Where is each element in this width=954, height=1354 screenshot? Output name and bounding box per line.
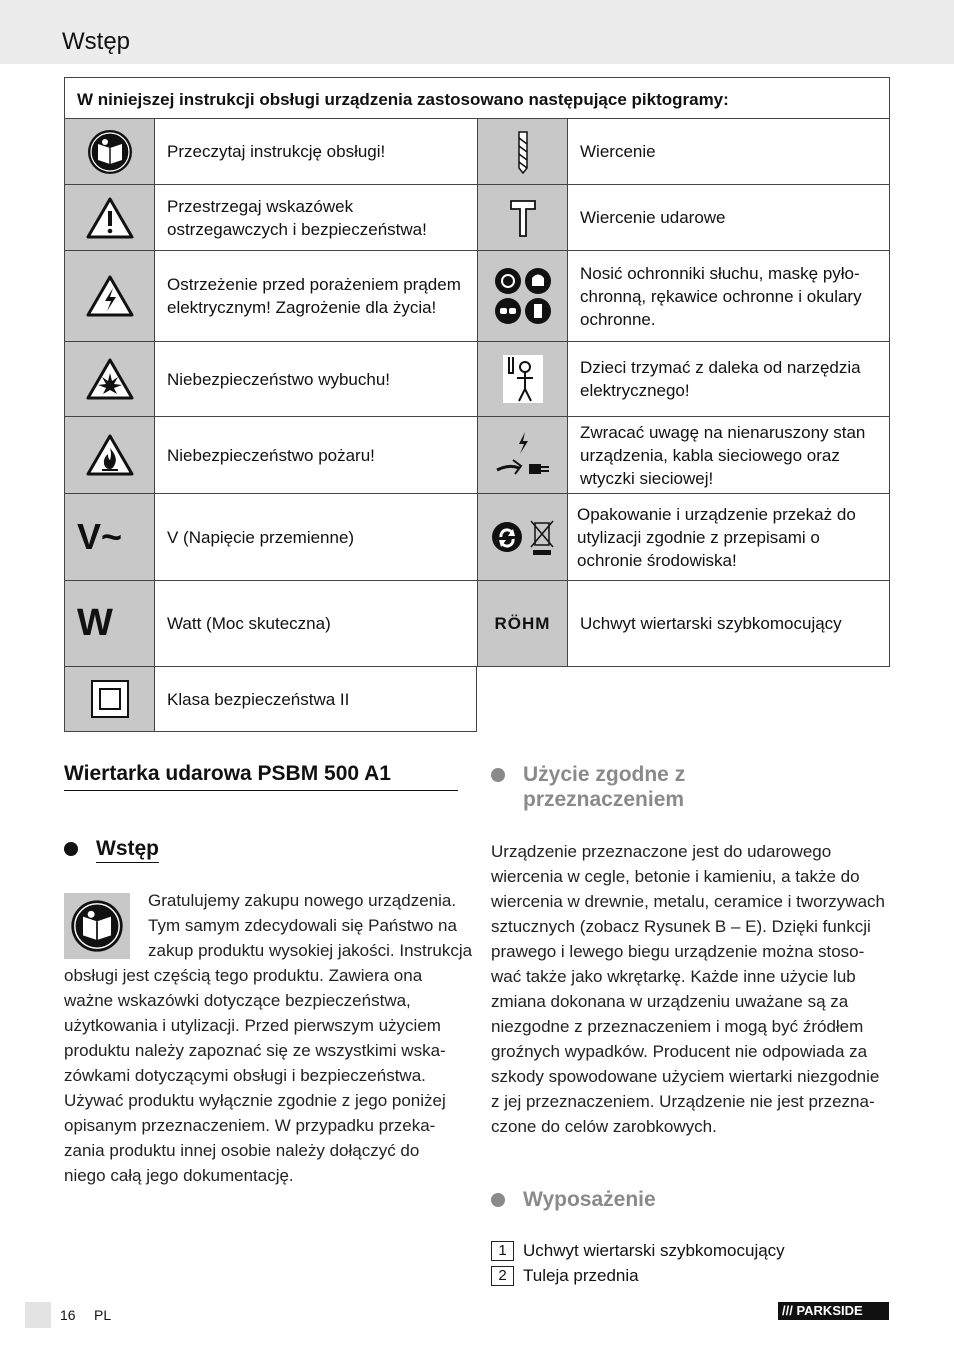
protection-class-ii-icon bbox=[64, 667, 154, 732]
bullet-icon bbox=[491, 1193, 505, 1207]
watt-symbol: W bbox=[77, 602, 113, 644]
intro-heading bbox=[96, 836, 159, 863]
manual-icon bbox=[64, 119, 154, 185]
pictogram-label: Niebezpieczeństwo pożaru! bbox=[154, 417, 477, 494]
intro-line: Używać produktu wyłącznie zgodnie z jego poniżej bbox=[64, 1091, 446, 1110]
intro-line: Tym samym zdecydowali się Państwo na bbox=[148, 916, 457, 935]
intended-use-line: czone do celów zarobkowych. bbox=[491, 1117, 717, 1136]
recycling-icon bbox=[477, 494, 567, 581]
pictogram-label: Przestrzegaj wskazówek ostrzegawczych i bezpieczeństwa! bbox=[154, 185, 477, 251]
pictogram-row bbox=[64, 251, 890, 342]
pictogram-label: Przeczytaj instrukcję obsługi! bbox=[154, 119, 477, 185]
page-title: Wstęp bbox=[62, 28, 131, 55]
intended-use-title-line: Użycie zgodne z bbox=[523, 763, 686, 786]
pictogram-label: Klasa bezpieczeństwa II bbox=[154, 667, 477, 732]
footer-page-marker bbox=[25, 1302, 51, 1328]
electric-shock-icon bbox=[64, 251, 154, 342]
intended-use-line: wiercenia w drewnie, metalu, ceramice i tworzywach bbox=[491, 892, 885, 911]
pictogram-label: Uchwyt wiertarski szybkomocujący bbox=[567, 581, 890, 667]
product-title: Wiertarka udarowa PSBM 500 A1 bbox=[64, 762, 458, 791]
intended-use-line: wiercenia w cegle, betonie i kamieniu, a także do bbox=[491, 867, 860, 886]
pictogram-row bbox=[64, 417, 890, 494]
hammer-icon bbox=[477, 185, 567, 251]
intended-use-line: zmiana dokonana w urządzeniu uważane są za bbox=[491, 992, 849, 1011]
intro-line: zakup produktu wysokiej jakości. Instrukcja bbox=[148, 941, 473, 960]
pictogram-row bbox=[64, 119, 890, 185]
intended-use-line: wać także jako wkrętarkę. Każde inne użycie lub bbox=[491, 967, 856, 986]
ppe-icon bbox=[477, 251, 567, 342]
watt-icon bbox=[64, 581, 154, 667]
pictogram-row bbox=[64, 494, 890, 581]
intended-use-line: groźnych wypadków. Producent nie odpowiada za bbox=[491, 1042, 868, 1061]
pictogram-label: Nosić ochronniki słuchu, maskę pyło-chronną, rękawice ochronne i okulary ochronne. bbox=[567, 251, 890, 342]
equipment-title: Wyposażenie bbox=[523, 1188, 656, 1211]
intro-line: niego całą jego dokumentację. bbox=[64, 1166, 294, 1185]
pictogram-table bbox=[64, 77, 890, 732]
pictogram-label: Watt (Moc skuteczna) bbox=[154, 581, 477, 667]
bullet-icon bbox=[64, 842, 78, 856]
intended-use-title-line: przeznaczeniem bbox=[523, 788, 685, 811]
pictogram-label: Wiercenie bbox=[567, 119, 890, 185]
equipment-item bbox=[491, 1239, 785, 1262]
fire-icon bbox=[64, 417, 154, 494]
pictogram-label: Niebezpieczeństwo wybuchu! bbox=[154, 342, 477, 417]
equipment-item-number: 1 bbox=[491, 1241, 514, 1261]
pictogram-row bbox=[64, 185, 890, 251]
intro-line: ważne wskazówki dotyczące bezpieczeństwa, bbox=[64, 991, 411, 1010]
equipment-item-number: 2 bbox=[491, 1266, 514, 1286]
equipment-item-label: Tuleja przednia bbox=[523, 1266, 639, 1285]
intended-use-line: sztucznych (zobacz Rysunek B – E). Dzięki funkcji bbox=[491, 917, 871, 936]
intro-line: produktu należy zapoznać się ze wszystkimi wska- bbox=[64, 1041, 446, 1060]
cable-damage-icon bbox=[477, 417, 567, 494]
language-code: PL bbox=[94, 1307, 112, 1323]
keep-children-away-icon bbox=[477, 342, 567, 417]
rohm-logo-text: RÖHM bbox=[494, 613, 551, 633]
manual-icon bbox=[64, 893, 130, 959]
intended-use-line: z jej przeznaczeniem. Urządzenie nie jest przezna- bbox=[491, 1092, 875, 1111]
pictogram-label: Ostrzeżenie przed porażeniem prądem elektrycznym! Zagrożenie dla życia! bbox=[154, 251, 477, 342]
rohm-logo-icon bbox=[477, 581, 567, 667]
volt-ac-icon bbox=[64, 494, 154, 581]
bullet-icon bbox=[491, 768, 505, 782]
intro-line: Gratulujemy zakupu nowego urządzenia. bbox=[148, 891, 457, 910]
intro-line: zania produktu innej osobie należy dołączyć do bbox=[64, 1141, 420, 1160]
intro-line: obsługi jest częścią tego produktu. Zawiera ona bbox=[64, 966, 423, 985]
drill-bit-icon bbox=[477, 119, 567, 185]
pictogram-row bbox=[64, 667, 890, 732]
equipment-item-label: Uchwyt wiertarski szybkomocujący bbox=[523, 1241, 785, 1260]
pictogram-table-heading: W niniejszej instrukcji obsługi urządzenia zastosowano następujące piktogramy: bbox=[64, 77, 890, 119]
intended-use-line: niezgodne z przeznaczeniem i mogą być źródłem bbox=[491, 1017, 864, 1036]
intro-line: opisanym przeznaczeniem. W przypadku przeka- bbox=[64, 1116, 436, 1135]
intro-line: zówkami dotyczącymi obsługi i bezpieczeństwa. bbox=[64, 1066, 426, 1085]
pictogram-row bbox=[64, 342, 890, 417]
equipment-heading bbox=[523, 1187, 656, 1212]
pictogram-label: Opakowanie i urządzenie przekaż do utylizacji zgodnie z przepisami o ochronie środowiska! bbox=[567, 494, 890, 581]
intro-title: Wstęp bbox=[96, 837, 159, 860]
intended-use-line: prawego i lewego biegu urządzenie można stoso- bbox=[491, 942, 865, 961]
intended-use-heading bbox=[523, 762, 685, 812]
intended-use-line: szkody spowodowane użyciem wiertarki niezgodnie bbox=[491, 1067, 880, 1086]
explosion-icon bbox=[64, 342, 154, 417]
pictogram-label: Zwracać uwagę na nienaruszony stan urządzenia, kabla sieciowego oraz wtyczki sieciowej! bbox=[567, 417, 890, 494]
header-bar bbox=[0, 0, 954, 64]
volt-ac-symbol: V~ bbox=[77, 516, 123, 557]
empty-cell bbox=[477, 667, 890, 732]
intro-line: użytkowania i utylizacji. Przed pierwszym użyciem bbox=[64, 1016, 441, 1035]
intended-use-line: Urządzenie przeznaczone jest do udarowego bbox=[491, 842, 832, 861]
pictogram-row bbox=[64, 581, 890, 667]
pictogram-label: Wiercenie udarowe bbox=[567, 185, 890, 251]
warning-icon bbox=[64, 185, 154, 251]
pictogram-label: Dzieci trzymać z daleka od narzędzia elektrycznego! bbox=[567, 342, 890, 417]
equipment-item bbox=[491, 1264, 639, 1287]
brand-logo: /// PARKSIDE bbox=[778, 1302, 889, 1320]
pictogram-label: V (Napięcie przemienne) bbox=[154, 494, 477, 581]
page-number: 16 bbox=[60, 1307, 76, 1323]
